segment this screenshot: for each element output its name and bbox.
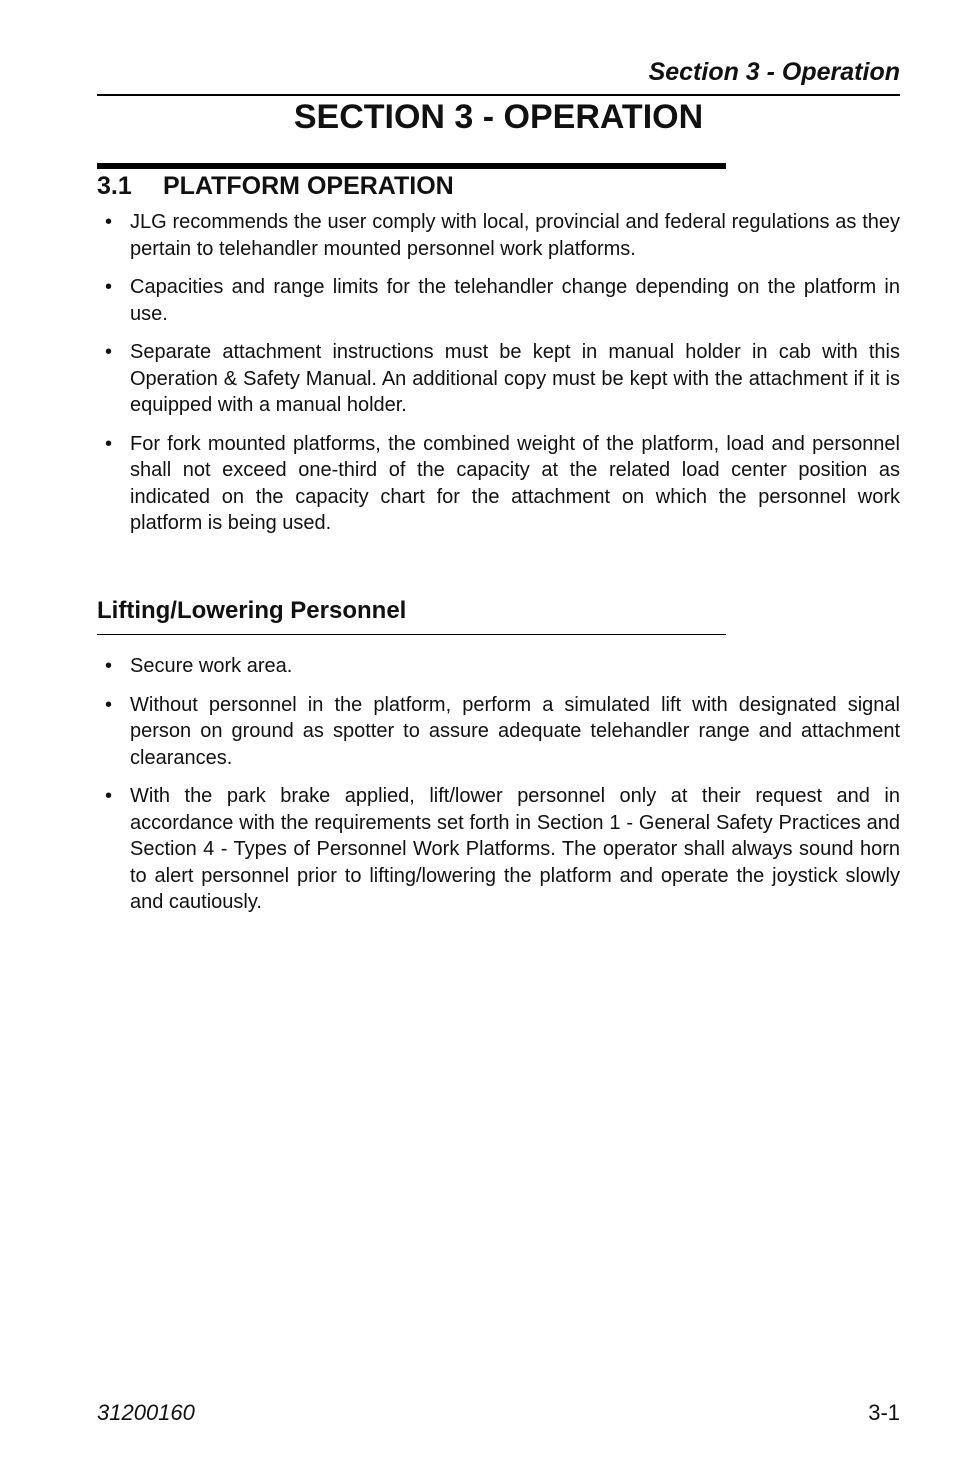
list-item-text: Separate attachment instructions must be kept in manual holder in cab with this Operation & Safety Manual. An additional copy must be kept with the attachment if it is equipped with a manual holder. xyxy=(130,341,900,416)
list-item xyxy=(97,274,900,327)
list-item-text: With the park brake applied, lift/lower personnel only at their request and in accordance with the requirements set forth in Section 1 - General Safety Practices and Section 4 - Types of Personnel Work Platforms. The operator shall always sound horn to alert personnel prior to lifting/lowering the platform and operate the joystick slowly and cautiously. xyxy=(130,785,900,913)
section-rule xyxy=(97,163,726,169)
list-item-text: JLG recommends the user comply with local, provincial and federal regulations as they pertain to telehandler mounted personnel work platforms. xyxy=(130,211,900,260)
bullet-icon: • xyxy=(105,655,113,677)
list-item-text: Without personnel in the platform, perform a simulated lift with designated signal person on ground as spotter to assure adequate telehandler range and attachment clearances. xyxy=(130,693,900,769)
page-number: 3-1 xyxy=(868,1400,900,1425)
list-item-text: For fork mounted platforms, the combined weight of the platform, load and personnel shall not exceed one-third of the capacity at the related load center position as indicated on the capacity chart for the attachment on which the personnel work platform is being used. xyxy=(130,432,900,534)
bullet-icon: • xyxy=(105,785,113,807)
list-item xyxy=(97,431,900,537)
list-item xyxy=(97,692,900,772)
subsection-heading xyxy=(97,172,454,201)
list-item-text: Capacities and range limits for the telehandler change depending on the platform in use. xyxy=(130,276,900,325)
list-item-text: Secure work area. xyxy=(130,655,293,677)
bullet-icon: • xyxy=(105,276,113,298)
lifting-rule xyxy=(97,634,726,635)
platform-operation-list xyxy=(97,209,900,549)
bullet-icon: • xyxy=(105,693,113,716)
header-rule xyxy=(97,94,900,96)
list-item xyxy=(97,339,900,419)
section-title: SECTION 3 - OPERATION xyxy=(293,98,704,136)
subsection-title: PLATFORM OPERATION xyxy=(163,172,454,200)
subsection-number: 3.1 xyxy=(97,172,132,200)
lifting-heading: Lifting/Lowering Personnel xyxy=(97,597,407,624)
list-item xyxy=(97,783,900,916)
bullet-icon: • xyxy=(105,211,113,233)
bullet-icon: • xyxy=(105,341,113,363)
lifting-list xyxy=(97,653,900,928)
doc-number: 31200160 xyxy=(97,1400,195,1425)
list-item xyxy=(97,209,900,262)
list-item xyxy=(97,653,900,680)
running-header: Section 3 - Operation xyxy=(648,58,900,86)
bullet-icon: • xyxy=(105,432,113,455)
